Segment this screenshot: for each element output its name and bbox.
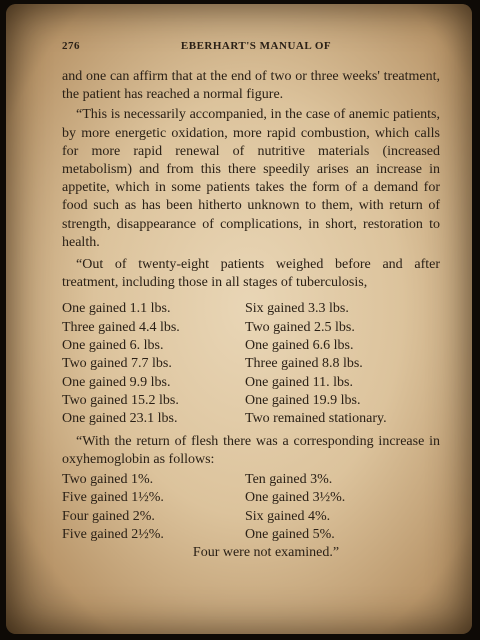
table-cell: Three gained 8.8 lbs. (245, 356, 363, 372)
table-cell: Two gained 1%. (62, 471, 154, 487)
book-page (6, 4, 472, 634)
table-cell: One gained 11. lbs. (245, 374, 353, 390)
table-cell: One gained 23.1 lbs. (62, 411, 178, 427)
table-cell: Three gained 4.4 lbs. (62, 319, 180, 335)
page-number: 276 (62, 40, 80, 52)
oxyhemoglobin-table (62, 471, 440, 544)
table-cell: Ten gained 3%. (245, 471, 333, 487)
table-cell: One gained 5%. (245, 526, 335, 542)
paragraph-metabolism: “This is necessarily accompanied, in the case of anemic patients, by more energetic oxidation, more rapid combustion, which calls for more rapid renewal of nutritive materials (increased metabolism) and from this there speedily arises an increase in appetite, which in some patients takes the form of a demand for food such as has been hitherto unknown to them, with return of strength, disappearance of complications, in short, restoration to health. (62, 107, 440, 250)
table-cell: Five gained 1½%. (62, 490, 164, 506)
page-text (62, 40, 440, 562)
table-cell: Two gained 7.7 lbs. (62, 356, 172, 372)
paragraph-continuation: and one can affirm that at the end of two or three weeks' treatment, the patient has reached a normal figure. (62, 69, 440, 103)
table-cell: Four gained 2%. (62, 508, 155, 524)
paragraph-patients: “Out of twenty-eight patients weighed before and after treatment, including those in all stages of tuberculosis, (62, 257, 440, 291)
table-cell: One gained 1.1 lbs. (62, 301, 171, 317)
closing-line: Four were not examined.” (192, 545, 340, 561)
table-cell: Six gained 3.3 lbs. (245, 301, 349, 317)
table-cell: One gained 3½%. (245, 490, 346, 506)
table-cell: One gained 19.9 lbs. (245, 392, 361, 408)
table-cell: One gained 6. lbs. (62, 338, 164, 354)
table-cell: One gained 6.6 lbs. (245, 338, 354, 354)
table-cell: Two gained 15.2 lbs. (62, 392, 179, 408)
page-header (62, 40, 440, 60)
table-cell: Two gained 2.5 lbs. (245, 319, 355, 335)
paragraph-oxyhemoglobin: “With the return of flesh there was a corresponding increase in oxyhemoglobin as follows: (62, 433, 440, 467)
table-cell: Six gained 4%. (245, 508, 331, 524)
table-cell: Two remained stationary. (245, 411, 387, 427)
weight-gain-table (62, 300, 440, 428)
table-cell: One gained 9.9 lbs. (62, 374, 171, 390)
running-head: EBERHART'S MANUAL OF (180, 40, 332, 52)
table-cell: Five gained 2½%. (62, 526, 164, 542)
